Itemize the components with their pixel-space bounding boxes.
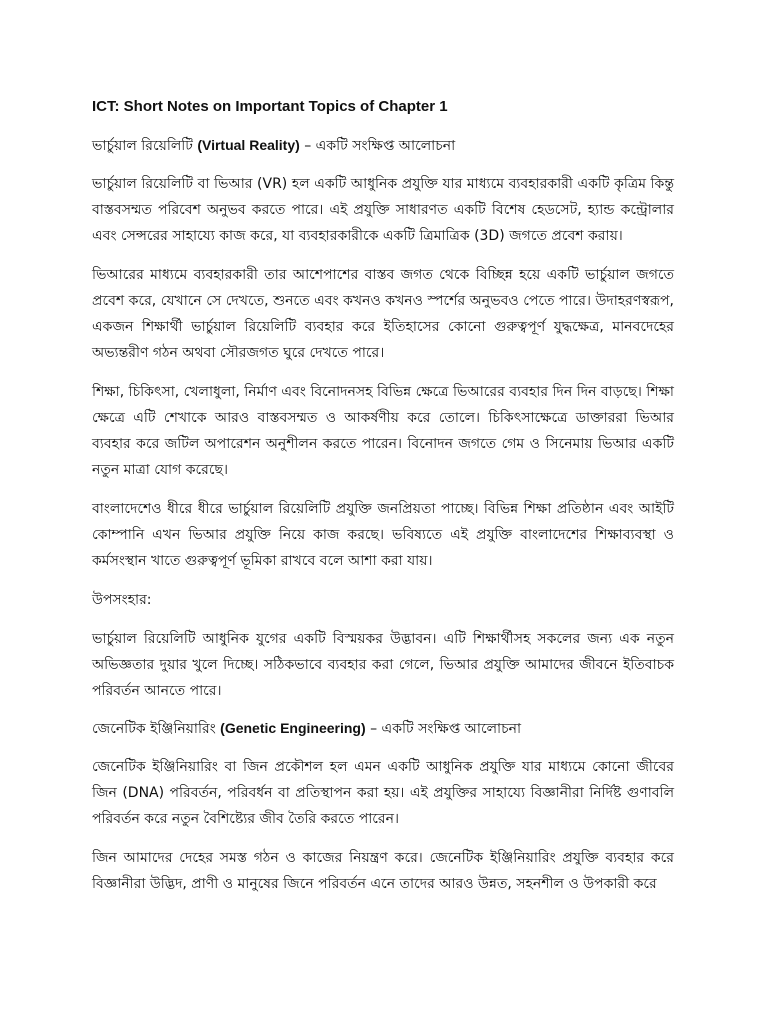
section-heading-virtual-reality xyxy=(92,134,674,157)
paragraph: জেনেটিক ইঞ্জিনিয়ারিং বা জিন প্রকৌশল হল এমন একটি আধুনিক প্রযুক্তি যার মাধ্যমে কোনো জীবের জিন (DNA) পরিবর্তন, পরিবর্ধন বা প্রতিস্থাপন করা হয়। এই প্রযুক্তির সাহায্যে বিজ্ঞানীরা নির্দিষ্ট গুণাবলি পরিবর্তন করে নতুন বৈশিষ্ট্যের জীব তৈরি করতে পারেন। xyxy=(92,759,674,827)
conclusion-label: উপসংহার: xyxy=(92,592,152,608)
paragraph: ভিআরের মাধ্যমে ব্যবহারকারী তার আশেপাশের বাস্তব জগত থেকে বিচ্ছিন্ন হয়ে একটি ভার্চুয়াল জগতে প্রবেশ করে, যেখানে সে দেখতে, শুনতে এবং কখনও কখনও স্পর্শের অনুভবও পেতে পারে। উদাহরণস্বরূপ, একজন শিক্ষার্থী ভার্চুয়াল রিয়েলিটি ব্যবহার করে ইতিহাসের কোনো গুরুত্বপূর্ণ যুদ্ধক্ষেত্র, মানবদেহের অভ্যন্তরীণ গঠন অথবা সৌরজগত ঘুরে দেখতে পারে। xyxy=(92,267,674,361)
paragraph: শিক্ষা, চিকিৎসা, খেলাধুলা, নির্মাণ এবং বিনোদনসহ বিভিন্ন ক্ষেত্রে ভিআরের ব্যবহার দিন দিন বাড়ছে। শিক্ষা ক্ষেত্রে এটি শেখাকে আরও বাস্তবসম্মত ও আকর্ষণীয় করে তোলে। চিকিৎসাক্ষেত্রে ডাক্তাররা ভিআর ব্যবহার করে জটিল অপারেশন অনুশীলন করতে পারেন। বিনোদন জগতে গেম ও সিনেমায় ভিআর একটি নতুন মাত্রা যোগ করেছে। xyxy=(92,384,674,478)
section-heading-bn-end: – একটি সংক্ষিপ্ত আলোচনা xyxy=(299,138,456,154)
document-title: ICT: Short Notes on Important Topics of Chapter 1 xyxy=(92,98,448,115)
paragraph: বাংলাদেশেও ধীরে ধীরে ভার্চুয়াল রিয়েলিটি প্রযুক্তি জনপ্রিয়তা পাচ্ছে। বিভিন্ন শিক্ষা প্রতিষ্ঠান এবং আইটি কোম্পানি এখন ভিআর প্রযুক্তি নিয়ে কাজ করছে। ভবিষ্যতে এই প্রযুক্তি বাংলাদেশের শিক্ষাব্যবস্থা ও কর্মসংস্থান খাতে গুরুত্বপূর্ণ ভূমিকা রাখবে বলে আশা করা যায়। xyxy=(92,501,674,569)
paragraph: ভার্চুয়াল রিয়েলিটি বা ভিআর (VR) হল একটি আধুনিক প্রযুক্তি যার মাধ্যমে ব্যবহারকারী একটি কৃত্রিম কিন্তু বাস্তবসম্মত পরিবেশ অনুভব করতে পারে। এই প্রযুক্তি সাধারণত একটি বিশেষ হেডসেট, হ্যান্ড কন্ট্রোলার এবং সেন্সরের সাহায্যে কাজ করে, যা ব্যবহারকারীকে একটি ত্রিমাত্রিক (3D) জগতে প্রবেশ করায়। xyxy=(92,176,674,244)
section-heading-bn-end: – একটি সংক্ষিপ্ত আলোচনা xyxy=(365,721,522,737)
section-heading-genetic-engineering xyxy=(92,717,674,740)
document-content xyxy=(92,96,674,910)
conclusion-paragraph: ভার্চুয়াল রিয়েলিটি আধুনিক যুগের একটি বিস্ময়কর উদ্ভাবন। এটি শিক্ষার্থীসহ সকলের জন্য এক নতুন অভিজ্ঞতার দুয়ার খুলে দিচ্ছে। সঠিকভাবে ব্যবহার করা গেলে, ভিআর প্রযুক্তি আমাদের জীবনে ইতিবাচক পরিবর্তন আনতে পারে। xyxy=(92,631,674,699)
section-heading-en: (Virtual Reality) xyxy=(197,137,300,153)
paragraph: জিন আমাদের দেহের সমস্ত গঠন ও কাজের নিয়ন্ত্রণ করে। জেনেটিক ইঞ্জিনিয়ারিং প্রযুক্তি ব্যবহার করে বিজ্ঞানীরা উদ্ভিদ, প্রাণী ও মানুষের জিনে পরিবর্তন এনে তাদের আরও উন্নত, সহনশীল ও উপকারী করে xyxy=(92,850,674,892)
section-heading-bn-start: ভার্চুয়াল রিয়েলিটি xyxy=(92,138,198,154)
section-heading-en: (Genetic Engineering) xyxy=(220,720,366,736)
section-heading-bn-start: জেনেটিক ইঞ্জিনিয়ারিং xyxy=(92,721,221,737)
